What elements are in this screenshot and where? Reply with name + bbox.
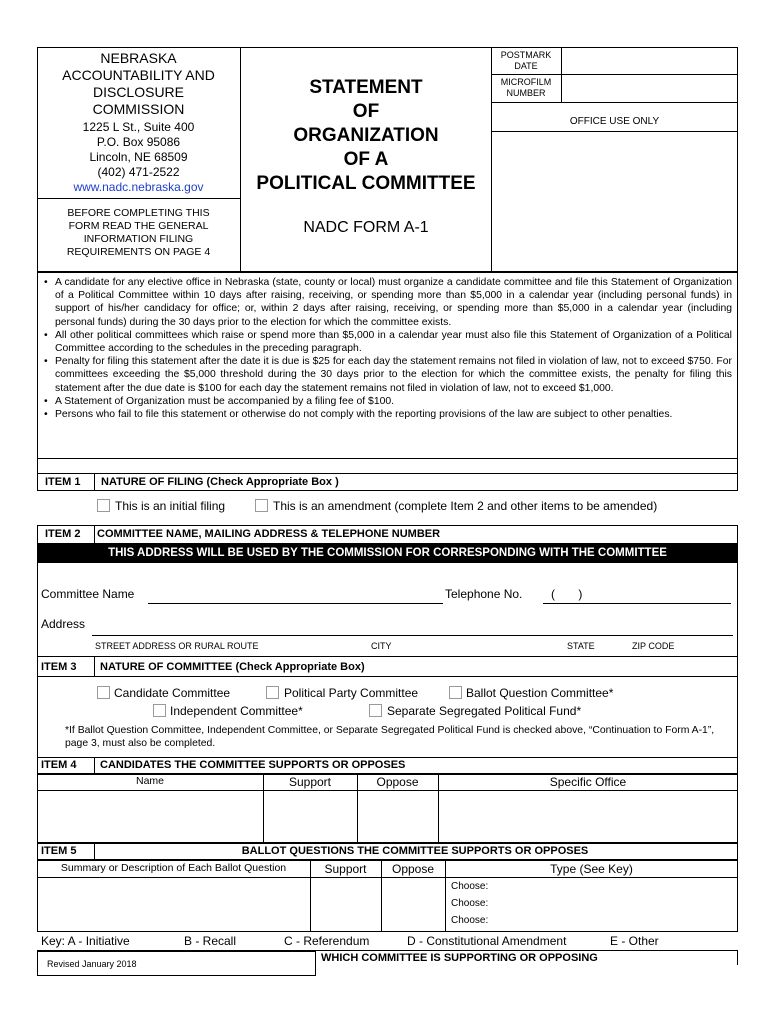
agency-block [37,50,240,195]
instruction-item: • Persons who fail to file this statement or otherwise do not comply with the reporting provisions of the law are subject to other penalties. [44,408,732,421]
agency-name-line: NEBRASKA [100,50,177,66]
address-input[interactable] [92,635,733,636]
telephone-label: Telephone No. [445,587,523,601]
title-line: OF A [343,149,389,170]
key-initiative: Key: A - Initiative [41,934,130,948]
title-line: ORGANIZATION [293,125,439,146]
agency-address-line: (402) 471-2522 [97,165,180,179]
microfilm-label-line: MICROFILM [500,77,552,87]
title-line: OF [352,101,380,122]
note-line: REQUIREMENTS ON PAGE 4 [66,246,211,258]
note-line: BEFORE COMPLETING THIS [67,207,210,219]
col-header-name: Name [135,775,164,787]
item4-label-divider [94,757,95,774]
item3-label: ITEM 3 [41,661,77,673]
title-line: POLITICAL COMMITTEE [256,173,476,194]
postmark-label-line: DATE [514,61,538,71]
footer-right-border [737,950,738,965]
item3-label-divider [94,656,95,677]
item3-right-border [737,677,738,757]
item3-left-border [37,677,38,757]
political-party-committee-checkbox[interactable] [266,686,279,699]
ballot-oppose-cell[interactable] [382,878,445,931]
item2-label: ITEM 2 [45,528,81,540]
col-header-type: Type (See Key) [550,862,633,876]
col-header-ballot-oppose: Oppose [391,862,435,876]
committee-name-label: Committee Name [41,587,135,601]
note-line: FORM READ THE GENERAL [68,220,209,232]
postmark-label-line: POSTMARK [500,50,552,60]
agency-address-line: P.O. Box 95086 [96,135,181,149]
revised-date: Revised January 2018 [47,959,137,969]
instruction-item: • A candidate for any elective office in Nebraska (state, county or local) must organize a candidate committee and file this Statement of Organization of a Political Committee within 10 days after raising, receiving, or spending more than $5,000 in a calendar year (including personal funds) in support of his/her candidacy for office; or, within 2 days after raising, receiving, or spending more than $5,000 in a calendar year (including personal funds) during the 30 days prior to the election for which the committee exists. [44,276,732,329]
candidate-oppose-cell[interactable] [358,791,438,842]
item2-left-border [37,563,38,656]
office-divider-v [561,47,562,103]
ballot-support-cell[interactable] [311,878,381,931]
state-caption: STATE [567,641,595,651]
candidate-name-cell[interactable] [38,791,263,842]
agency-name-line: ACCOUNTABILITY AND [62,67,215,83]
col-header-oppose: Oppose [376,775,419,789]
independent-committee-checkbox[interactable] [153,704,166,717]
zip-code-caption: ZIP CODE [632,641,675,651]
office-use-only-label: OFFICE USE ONLY [569,116,660,127]
office-divider-h2 [491,102,738,103]
item2-label-divider [94,525,95,544]
item1-title: NATURE OF FILING (Check Appropriate Box ) [101,476,339,488]
candidate-office-cell[interactable] [439,791,737,842]
item1-label: ITEM 1 [45,476,81,488]
item2-right-border [737,563,738,656]
item3-title: NATURE OF COMMITTEE (Check Appropriate Box) [100,661,365,673]
col-header-ballot-support: Support [324,862,367,876]
agency-address-line: 1225 L St., Suite 400 [82,120,195,134]
item5-title: BALLOT QUESTIONS THE COMMITTEE SUPPORTS OR OPPOSES [241,845,589,857]
title-line: STATEMENT [309,77,423,98]
item5-label: ITEM 5 [41,845,77,857]
agency-address-line: Lincoln, NE 68509 [89,150,188,164]
item2-title: COMMITTEE NAME, MAILING ADDRESS & TELEPHONE NUMBER [97,528,441,540]
col-header-summary: Summary or Description of Each Ballot Question [60,862,287,874]
item3-footnote: *If Ballot Question Committee, Independent Committee, or Separate Segregated Political Fund is checked above, “Continuation to Form A-1”, page 3, must also be completed. [65,725,715,749]
separate-segregated-fund-label: Separate Segregated Political Fund* [387,704,582,718]
office-divider-h3 [491,131,738,132]
instructions-list [44,276,732,421]
instruction-item: • Penalty for filing this statement after the date it is due is $25 for each day the statement remains not filed in violation of law, not to exceed $750. For committees exceeding the $5,000 threshold during the 30 days prior to the election for which the committee exists, the penalty for filing this statement after the due date is $100 for each day the statement remains not filed in violation of law, not to exceed $1,000. [44,355,732,395]
instruction-item: • All other political committees which raise or spend more than $5,000 in a calendar year must also file this Statement of Organization of a Political Committee according to the schedules in the preceding paragraph. [44,329,732,355]
candidate-support-cell[interactable] [264,791,357,842]
col-header-specific-office: Specific Office [549,775,627,789]
separate-segregated-fund-checkbox[interactable] [369,704,382,717]
item4-label: ITEM 4 [41,759,77,771]
initial-filing-checkbox[interactable] [97,499,110,512]
political-party-committee-label: Political Party Committee [284,686,419,700]
key-constitutional-amendment: D - Constitutional Amendment [407,934,567,948]
office-divider-h1 [491,74,738,75]
continued-header-text: WHICH COMMITTEE IS SUPPORTING OR OPPOSING [321,952,598,964]
item5-label-divider [94,843,95,860]
ballot-type-choose-3[interactable]: Choose: [451,915,489,926]
street-address-caption: STREET ADDRESS OR RURAL ROUTE [95,641,259,651]
form-title [241,76,491,196]
key-referendum: C - Referendum [284,934,370,948]
col-header-support: Support [288,775,332,789]
before-completing-note [37,207,240,259]
agency-name-line: COMMISSION [92,101,185,117]
item4-title: CANDIDATES THE COMMITTEE SUPPORTS OR OPPOSES [100,759,406,771]
independent-committee-label: Independent Committee* [170,704,303,718]
address-notice-banner: THIS ADDRESS WILL BE USED BY THE COMMISSION FOR CORRESPONDING WITH THE COMMITTEE [37,544,738,563]
telephone-input[interactable] [543,603,731,604]
microfilm-number-label [491,77,561,99]
agency-divider [37,198,241,199]
note-line: INFORMATION FILING [83,233,194,245]
candidate-committee-label: Candidate Committee [114,686,231,700]
amendment-label: This is an amendment (complete Item 2 and other items to be amended) [273,499,658,513]
item1-label-divider [94,473,95,491]
agency-name-line: DISCLOSURE [92,84,185,100]
amendment-checkbox[interactable] [255,499,268,512]
form-number: NADC FORM A-1 [303,219,429,236]
instruction-item: • A Statement of Organization must be accompanied by a filing fee of $100. [44,395,732,408]
candidate-committee-checkbox[interactable] [97,686,110,699]
key-other: E - Other [610,934,659,948]
address-label: Address [41,617,86,631]
ballot-question-committee-checkbox[interactable] [449,686,462,699]
postmark-date-label [491,50,561,72]
phone-area-code: ( ) [551,587,583,601]
initial-filing-label: This is an initial filing [115,499,226,513]
ballot-type-choose-2[interactable]: Choose: [451,898,489,909]
key-recall: B - Recall [184,934,237,948]
ballot-type-choose-1[interactable]: Choose: [451,881,489,892]
city-caption: CITY [371,641,392,651]
ballot-summary-cell[interactable] [38,878,310,931]
microfilm-label-line: NUMBER [506,88,546,98]
agency-website-link[interactable]: www.nadc.nebraska.gov [73,180,204,194]
ballot-question-committee-label: Ballot Question Committee* [466,686,614,700]
instructions-divider [37,458,738,459]
committee-name-input[interactable] [148,603,443,604]
